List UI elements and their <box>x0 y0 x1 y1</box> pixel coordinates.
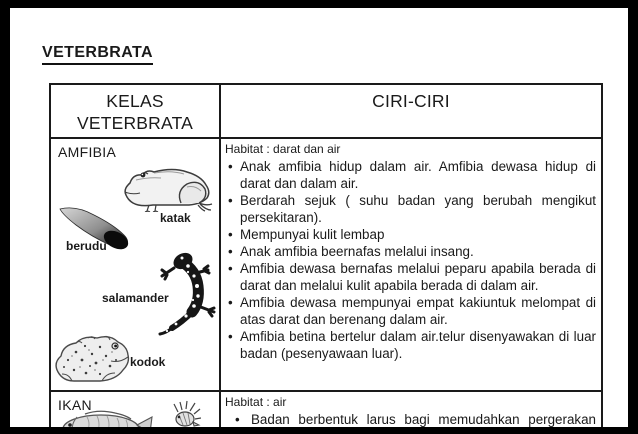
amfibia-bullet: • Amfibia dewasa bernafas melalui peparu apabila berada di darat dan melalui kulit apabila berada di dalam air. <box>225 260 596 294</box>
label-salamander: salamander <box>102 291 169 305</box>
cell-amfibia-class <box>51 139 221 390</box>
table-row-amfibia <box>51 137 601 390</box>
label-berudu: berudu <box>66 239 107 253</box>
kodok-toad-image <box>52 330 130 388</box>
ikan-fish-image <box>59 408 153 427</box>
header-kelas-line1: KELAS <box>106 91 164 111</box>
amfibia-bullet: • Amfibia betina bertelur dalam air.telur disenyawakan di luar badan (pesenyawaan luar). <box>225 328 596 362</box>
class-label-ikan: IKAN <box>58 397 92 413</box>
table-header-row <box>51 85 601 137</box>
vertebrate-table <box>49 83 603 427</box>
amfibia-bullet: • Anak amfibia hidup dalam air. Amfibia dewasa hidup di darat dan dalam air. <box>225 158 596 192</box>
ikan-habitat: Habitat : air <box>225 395 287 409</box>
class-label-amfibia: AMFIBIA <box>58 144 117 160</box>
ikan-spiky-fish-image <box>171 400 201 427</box>
page-title: VETERBRATA <box>42 44 153 65</box>
amfibia-bullet: • Amfibia dewasa mempunyai empat kakiuntuk melompat di atas darat dan berenang dalam air. <box>225 294 596 328</box>
cell-ikan-class <box>51 392 221 427</box>
cell-ikan-ciri <box>221 392 601 427</box>
amfibia-bullet: • Anak amfibia beernafas melalui insang. <box>225 243 596 260</box>
ikan-bullet-list <box>225 411 596 427</box>
amfibia-habitat: Habitat : darat dan air <box>225 142 341 156</box>
header-ciri-ciri: CIRI-CIRI <box>221 85 601 137</box>
worksheet-content <box>10 8 628 427</box>
ikan-bullet: • Badan berbentuk larus bagi memudahkan pergerakan <box>225 411 596 427</box>
amfibia-bullet-list <box>225 158 596 362</box>
amfibia-bullet: • Berdarah sejuk ( suhu badan yang berubah mengikut persekitaran). <box>225 192 596 226</box>
label-kodok: kodok <box>130 355 166 369</box>
header-kelas-veterbrata <box>51 85 221 137</box>
cell-amfibia-ciri <box>221 139 601 390</box>
label-katak: katak <box>160 211 191 225</box>
katak-frog-image <box>121 165 213 212</box>
header-kelas-line2: VETERBRATA <box>76 113 194 133</box>
amfibia-bullet: • Mempunyai kulit lembap <box>225 226 596 243</box>
table-row-ikan <box>51 390 601 427</box>
